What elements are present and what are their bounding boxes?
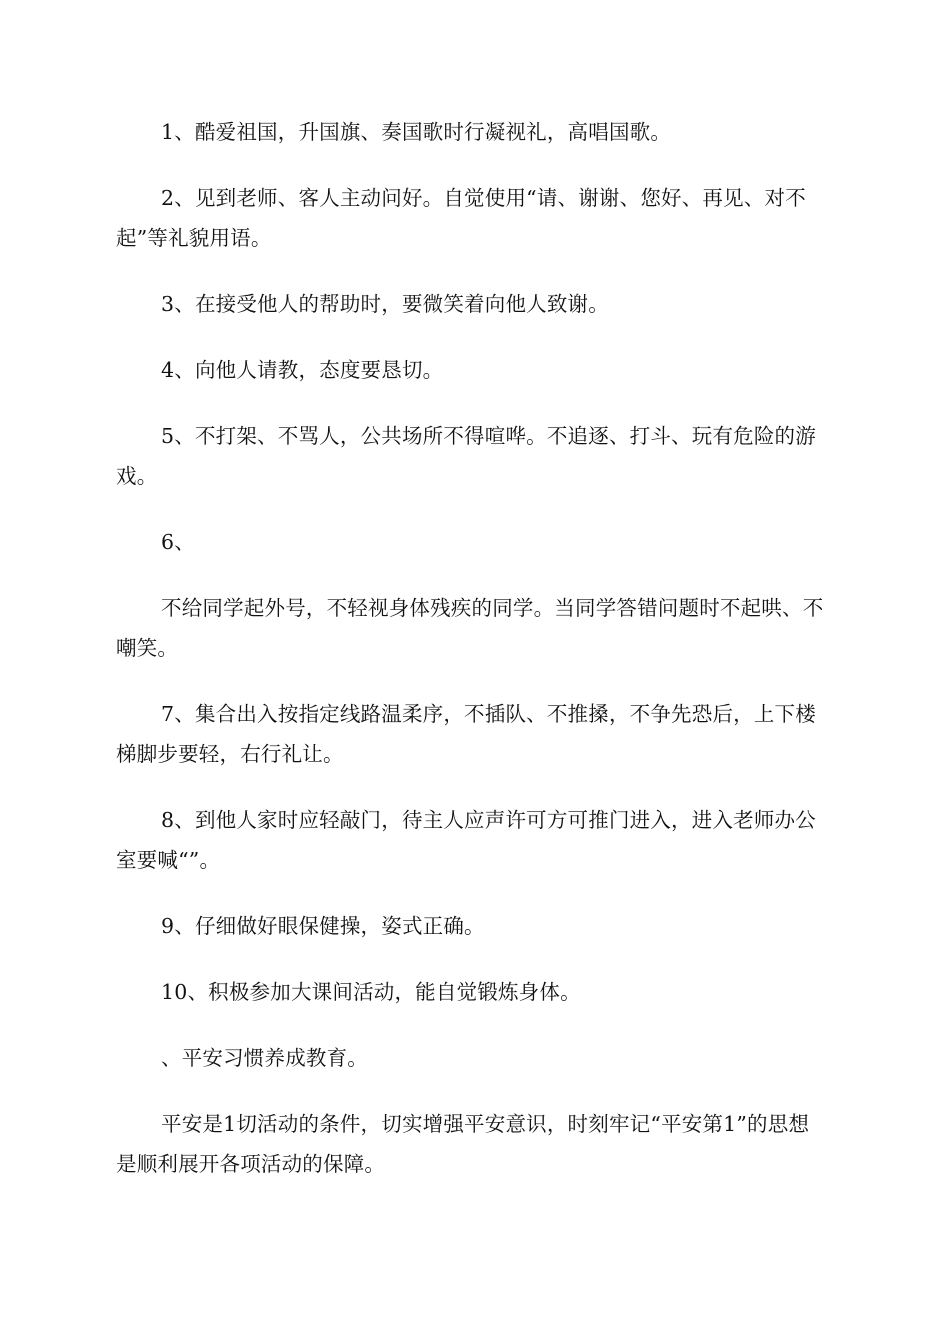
document-body (116, 112, 828, 1210)
section-heading-safety: 、平安习惯养成教育。 (161, 1046, 368, 1070)
paragraph-3: 3、在接受他人的帮助时，要微笑着向他人致谢。 (161, 292, 609, 316)
paragraph-7: 7、集合出入按指定线路温柔序，不插队、不推搡，不争先恐后，上下楼梯脚步要轻，右行礼让。 (116, 702, 816, 766)
paragraph-safety: 平安是1切活动的条件，切实增强平安意识，时刻牢记“平安第1”的思想是顺利展开各项活动的保障。 (116, 1112, 810, 1176)
paragraph-10: 10、积极参加大课间活动，能自觉锻炼身体。 (161, 980, 581, 1004)
paragraph-5: 5、不打架、不骂人，公共场所不得喧哗。不追逐、打斗、玩有危险的游戏。 (116, 424, 816, 488)
paragraph-2: 2、见到老师、客人主动问好。自觉使用“请、谢谢、您好、再见、对不起”等礼貌用语。 (116, 186, 806, 250)
paragraph-9: 9、仔细做好眼保健操，姿式正确。 (161, 914, 485, 938)
paragraph-6-text: 不给同学起外号，不轻视身体残疾的同学。当同学答错问题时不起哄、不嘲笑。 (116, 596, 824, 660)
paragraph-6-number: 6、 (161, 530, 195, 554)
paragraph-1: 1、酷爱祖国，升国旗、奏国歌时行凝视礼，高唱国歌。 (161, 120, 672, 144)
paragraph-8: 8、到他人家时应轻敲门，待主人应声许可方可推门进入，进入老师办公室要喊“”。 (116, 808, 816, 872)
paragraph-4: 4、向他人请教，态度要恳切。 (161, 358, 444, 382)
